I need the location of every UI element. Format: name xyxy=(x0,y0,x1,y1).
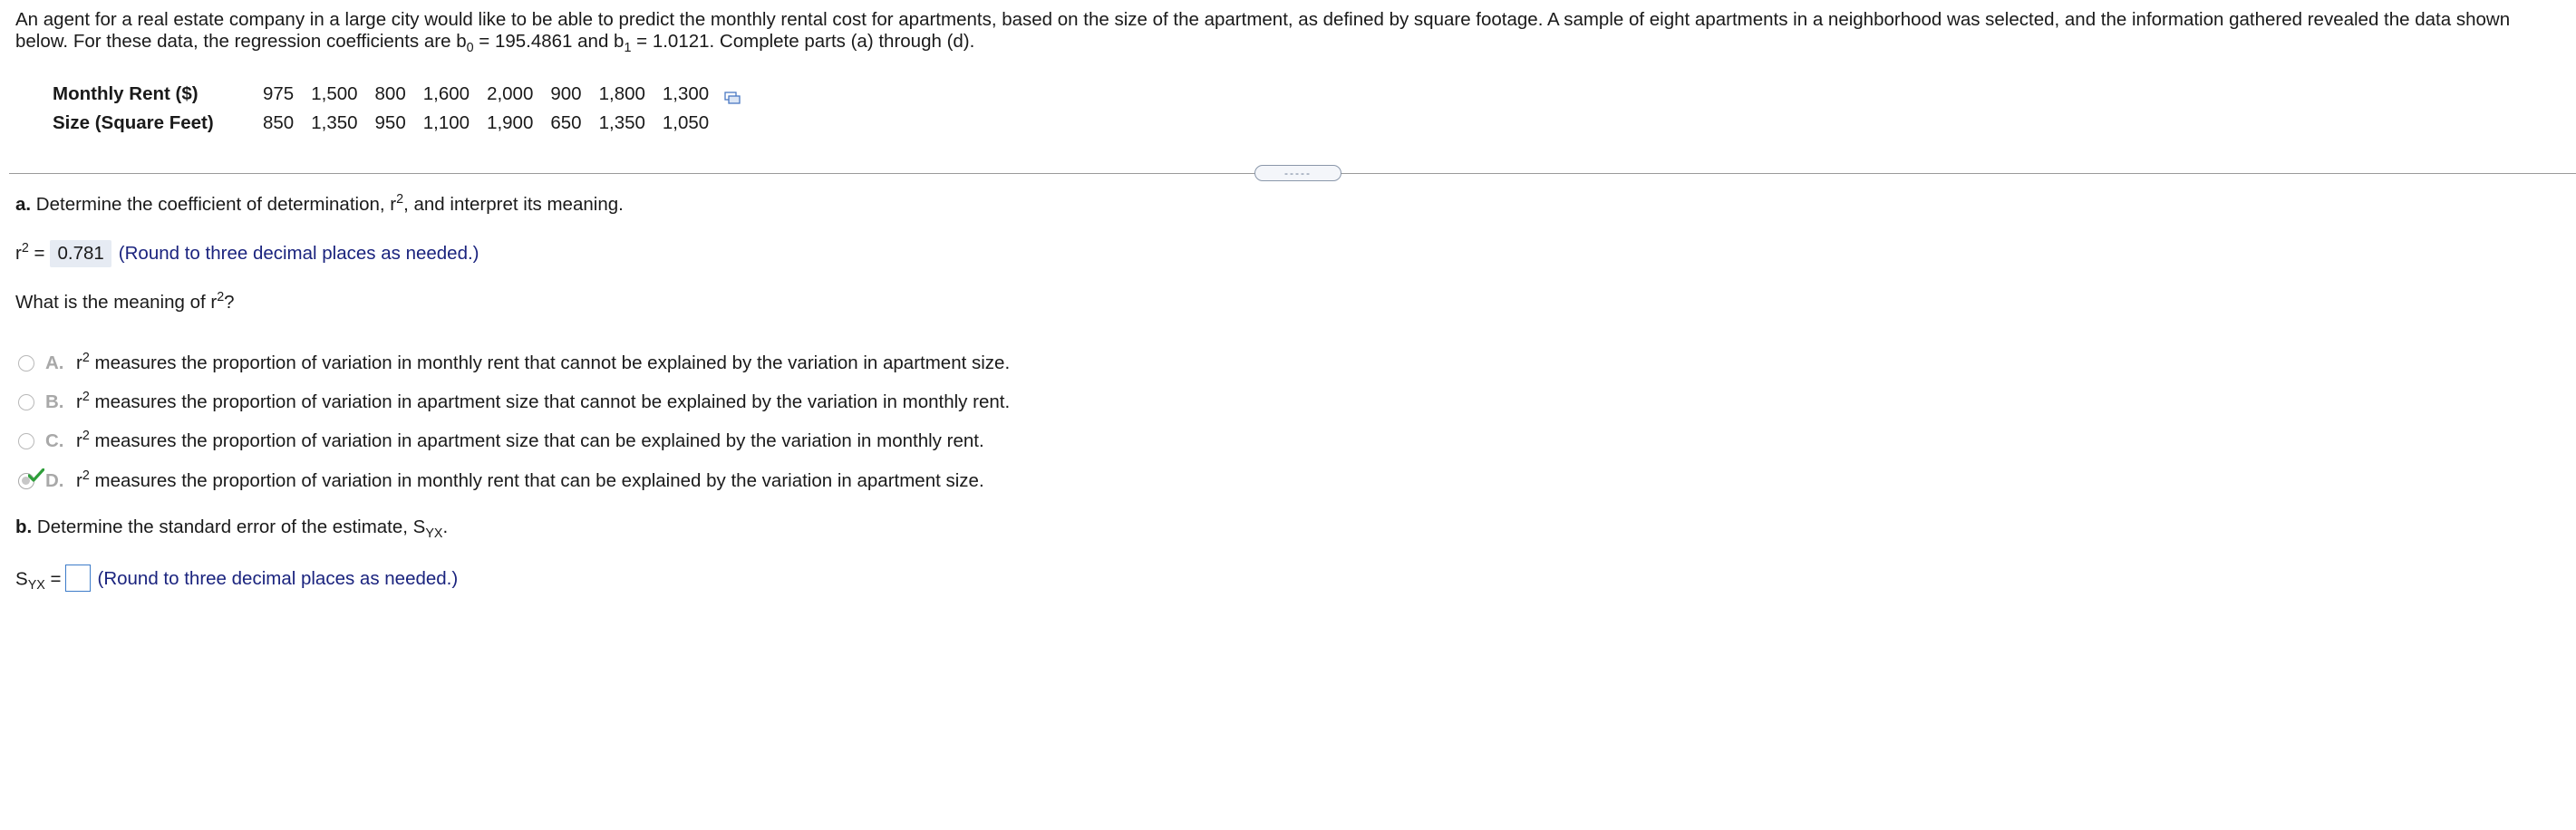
part-a-text: Determine the coefficient of determination, r xyxy=(31,194,397,215)
option-c-letter: C. xyxy=(45,430,64,451)
problem-statement xyxy=(15,9,2553,56)
option-b-letter: B. xyxy=(45,391,64,412)
option-d-radio[interactable] xyxy=(18,473,34,489)
table-cell: 650 xyxy=(550,112,582,133)
table-cell: 1,050 xyxy=(662,112,710,133)
part-b-text-end: . xyxy=(442,516,449,537)
part-a-question xyxy=(15,194,624,216)
table-cell: 1,100 xyxy=(422,112,470,133)
table-cell: 1,350 xyxy=(311,112,358,133)
r2-answer-field[interactable]: 0.781 xyxy=(50,240,111,267)
option-a-radio[interactable] xyxy=(18,355,34,372)
option-b-radio[interactable] xyxy=(18,394,34,410)
table-cell: 800 xyxy=(374,83,406,104)
row-label: Monthly Rent ($) xyxy=(53,83,199,104)
table-cell: 1,600 xyxy=(422,83,470,104)
option-b[interactable] xyxy=(18,391,1010,413)
meaning-question xyxy=(15,292,235,314)
r2-prefix: r xyxy=(15,243,22,264)
table-cell: 850 xyxy=(263,112,295,133)
option-b-r: r xyxy=(76,391,82,412)
part-b-question xyxy=(15,516,449,542)
option-d-sup: 2 xyxy=(82,468,90,484)
option-c[interactable] xyxy=(18,430,984,452)
option-c-body: measures the proportion of variation in apartment size that can be explained by the variation in monthly rent. xyxy=(89,430,984,451)
syx-rounding-hint: (Round to three decimal places as needed.) xyxy=(97,568,459,590)
table-cell: 1,350 xyxy=(598,112,645,133)
table-row-rent xyxy=(53,80,741,109)
table-cell: 950 xyxy=(374,112,406,133)
option-c-radio[interactable] xyxy=(18,433,34,449)
row-label: Size (Square Feet) xyxy=(53,112,214,133)
syx-input-field[interactable] xyxy=(65,565,91,592)
option-a-letter: A. xyxy=(45,352,64,373)
empty-cell xyxy=(715,109,741,138)
option-a[interactable] xyxy=(18,352,1010,374)
part-b-sub: YX xyxy=(425,526,443,542)
intro-sub-1: 1 xyxy=(624,41,632,56)
table-cell: 1,500 xyxy=(311,83,358,104)
table-cell: 975 xyxy=(263,83,295,104)
table-cell: 1,300 xyxy=(662,83,710,104)
intro-text-3: = 1.0121. Complete parts (a) through (d). xyxy=(631,31,975,52)
correct-checkmark-icon xyxy=(28,468,44,483)
divider-drag-handle[interactable]: ----- xyxy=(1254,165,1341,181)
option-d-body: measures the proportion of variation in monthly rent that can be explained by the variation in apartment size. xyxy=(89,470,984,491)
syx-sub: YX xyxy=(27,578,45,594)
option-a-sup: 2 xyxy=(82,351,90,366)
option-a-body: measures the proportion of variation in monthly rent that cannot be explained by the variation in apartment size. xyxy=(89,352,1011,373)
option-c-text xyxy=(76,430,984,452)
syx-prefix: S xyxy=(15,568,28,590)
intro-text-1: An agent for a real estate company in a large city would like to be able to predict the monthly rental cost for apartments, based on the size of the apartment, as defined by square footage. A sample of eight apartments in a neighborhood was selected, and the information gathered revealed the data shown below. For these data, the regression coefficients are b xyxy=(15,9,2511,52)
table-cell: 1,800 xyxy=(598,83,645,104)
part-a-text-end: , and interpret its meaning. xyxy=(403,194,624,215)
option-b-text xyxy=(76,391,1010,413)
option-d-text xyxy=(76,470,984,492)
part-a-sup: 2 xyxy=(396,192,404,208)
table-cell: 900 xyxy=(550,83,582,104)
intro-sub-0: 0 xyxy=(466,41,474,56)
option-b-sup: 2 xyxy=(82,390,90,405)
option-c-r: r xyxy=(76,430,82,451)
option-d[interactable] xyxy=(18,470,984,492)
option-d-letter: D. xyxy=(45,470,64,491)
meaning-end: ? xyxy=(224,292,235,313)
table-row-size xyxy=(53,109,741,138)
r2-rounding-hint: (Round to three decimal places as needed.) xyxy=(118,243,479,264)
meaning-text: What is the meaning of r xyxy=(15,292,218,313)
data-table xyxy=(53,80,741,138)
intro-text-2: = 195.4861 and b xyxy=(473,31,625,52)
part-a-label: a. xyxy=(15,194,32,215)
r2-equals: = xyxy=(28,243,45,264)
option-a-text xyxy=(76,352,1010,374)
part-b-label: b. xyxy=(15,516,33,537)
option-a-r: r xyxy=(76,352,82,373)
table-cell: 1,900 xyxy=(487,112,534,133)
meaning-sup: 2 xyxy=(217,290,225,305)
r2-sup: 2 xyxy=(21,241,29,256)
syx-equals: = xyxy=(44,568,62,590)
r2-answer-line xyxy=(15,240,479,267)
table-cell: 2,000 xyxy=(487,83,534,104)
option-b-body: measures the proportion of variation in apartment size that cannot be explained by the variation in monthly rent. xyxy=(89,391,1011,412)
option-d-r: r xyxy=(76,470,82,491)
part-b-text: Determine the standard error of the estimate, S xyxy=(32,516,426,537)
copy-cell xyxy=(715,80,741,109)
option-c-sup: 2 xyxy=(82,429,90,444)
syx-answer-line xyxy=(15,566,458,594)
copy-data-icon[interactable] xyxy=(724,88,741,101)
